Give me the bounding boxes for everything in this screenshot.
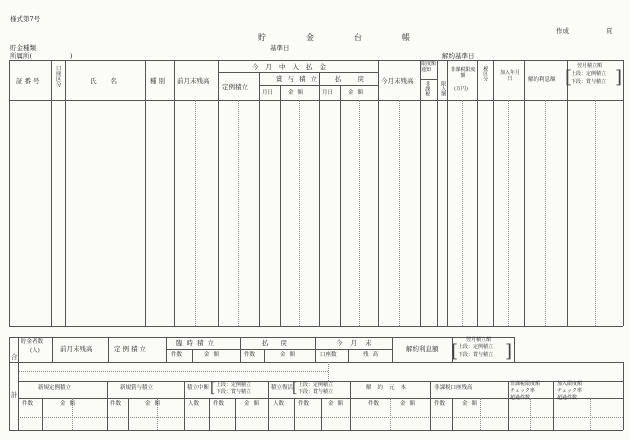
totals-withdrawal: 払戻 — [262, 339, 299, 347]
totals-count-1: 件数 — [171, 352, 183, 358]
bracket-open-3: [ — [210, 380, 216, 396]
col-day-2: 月日 — [322, 90, 334, 96]
totals-resume-lower: 下段：賞与積立 — [298, 389, 334, 395]
col-name: 氏名 — [90, 77, 131, 85]
totals-deposit-resume: 積立復活 — [271, 385, 294, 391]
col-limit-notice: 限度額通知 — [421, 61, 437, 73]
col-category: 種別 — [150, 77, 167, 85]
totals-side-2: 計 — [11, 391, 18, 399]
totals-suspend-lower: 下段：賞与積立 — [216, 389, 252, 395]
totals-join-limit-a: 加入限度額 — [557, 381, 583, 387]
office-close: ) — [70, 52, 73, 60]
col-lower-bonus: 下段：賞与積立 — [571, 79, 607, 85]
row2-amount-4: 金額 — [328, 401, 348, 407]
col-amount-2: 金額 — [348, 90, 368, 96]
page-label: 頁 — [606, 27, 613, 35]
savings-type-label: 貯金種類 — [10, 44, 36, 52]
row2-count-3: 件数 — [213, 401, 225, 407]
totals-join-limit-b: チェック率 — [557, 388, 582, 394]
totals-temporary-deposit: 臨時積立 — [176, 339, 218, 347]
row2-amount-5: 金額 — [400, 401, 420, 407]
row2-count-2: 件数 — [110, 401, 122, 407]
bracket-open-1: [ — [565, 67, 573, 88]
office-label: 所属所( — [10, 52, 33, 60]
col-cancel-interest: 解約利息額 — [528, 77, 556, 83]
totals-prev-balance: 前月末残高 — [60, 345, 93, 353]
totals-join-limit-c: 超過件数 — [557, 395, 578, 401]
totals-balance: 残高 — [363, 352, 383, 358]
totals-side-1: 合 — [11, 353, 18, 361]
bracket-close-2: ] — [505, 341, 513, 362]
totals-cancel-interest: 解約利息額 — [406, 345, 439, 353]
row2-amount-3: 金額 — [244, 401, 264, 407]
bracket-close-1: ] — [615, 67, 623, 88]
totals-amount-2: 金額 — [280, 352, 300, 358]
row2-amount-1: 金額 — [60, 401, 80, 407]
col-next-month-deposit: 翌月積立額 — [577, 63, 603, 69]
totals-accounts: 口座数 — [320, 352, 337, 358]
created-label: 作成 — [556, 27, 569, 35]
totals-month-end: 今月末 — [336, 339, 380, 347]
totals-limit-check-a: 非課税限度額 — [510, 381, 541, 387]
col-certificate-no: 証番号 — [16, 77, 42, 85]
row2-count-4: 件数 — [298, 401, 310, 407]
col-prev-balance: 前月末残高 — [177, 77, 210, 85]
totals-upper-regular: 上段：定例積立 — [458, 344, 494, 350]
row2-count-6: 件数 — [434, 401, 446, 407]
cancel-base-date-label: 解約基準日 — [442, 52, 475, 60]
totals-cancel-principal: 解約元本 — [366, 385, 413, 391]
col-inclusion: 限入額 — [440, 81, 447, 96]
totals-next-month-deposit: 翌月積立額 — [466, 337, 492, 343]
col-limit-unit: (万円) — [454, 86, 468, 92]
col-non-taxable-limit: 非課税限度額 — [450, 67, 476, 79]
totals-non-taxable-accounts: 非課税口座残高 — [434, 385, 473, 391]
totals-savers-count: 貯金者数 — [21, 339, 44, 345]
row2-amount-6: 金額 — [462, 401, 482, 407]
col-join-date: 加入年月日 — [499, 70, 520, 83]
col-account-type: 口座区分 — [54, 65, 61, 87]
row2-persons-1: 人数 — [188, 401, 200, 407]
totals-suspend-upper: 上段：定例積立 — [216, 382, 252, 388]
totals-persons-unit: (人) — [30, 348, 40, 354]
row2-count-5: 件数 — [368, 401, 380, 407]
col-tax-exempt: 非課税 — [424, 81, 431, 96]
col-regular-deposit: 定例積立 — [222, 83, 248, 91]
col-tax-category: 税区分 — [482, 66, 489, 81]
totals-deposit-suspend: 積立中断 — [187, 385, 210, 391]
form-number: 様式第7号 — [10, 15, 41, 23]
totals-new-bonus: 新規賞与積立 — [120, 385, 154, 391]
col-amount-1: 金額 — [288, 90, 308, 96]
totals-limit-check-c: 超過件数 — [510, 395, 531, 401]
totals-new-regular: 新規定例積立 — [38, 385, 72, 391]
bracket-open-4: [ — [292, 380, 298, 396]
row2-amount-2: 金額 — [145, 401, 165, 407]
base-date-label: 基準日 — [270, 44, 290, 52]
totals-regular-deposit: 定例積立 — [114, 345, 148, 353]
col-upper-regular: 上段：定例積立 — [571, 71, 607, 77]
totals-limit-check-b: チェック率 — [510, 388, 535, 394]
row2-count-1: 件数 — [22, 401, 34, 407]
col-this-month-group: 今月中入払金 — [252, 63, 333, 71]
bracket-open-2: [ — [451, 341, 459, 362]
col-this-month-balance: 今月末残高 — [381, 77, 414, 85]
totals-count-2: 件数 — [244, 352, 256, 358]
col-withdrawal: 払戻 — [335, 75, 380, 83]
totals-lower-bonus: 下段：賞与積立 — [458, 352, 494, 358]
col-bonus-deposit: 賞与積立 — [276, 75, 322, 83]
totals-amount-1: 金額 — [204, 352, 224, 358]
page-title: 貯 金 台 帳 — [258, 33, 426, 42]
totals-resume-upper: 上段：定例積立 — [298, 382, 334, 388]
col-day-1: 月日 — [262, 90, 274, 96]
row2-persons-2: 人数 — [273, 401, 285, 407]
